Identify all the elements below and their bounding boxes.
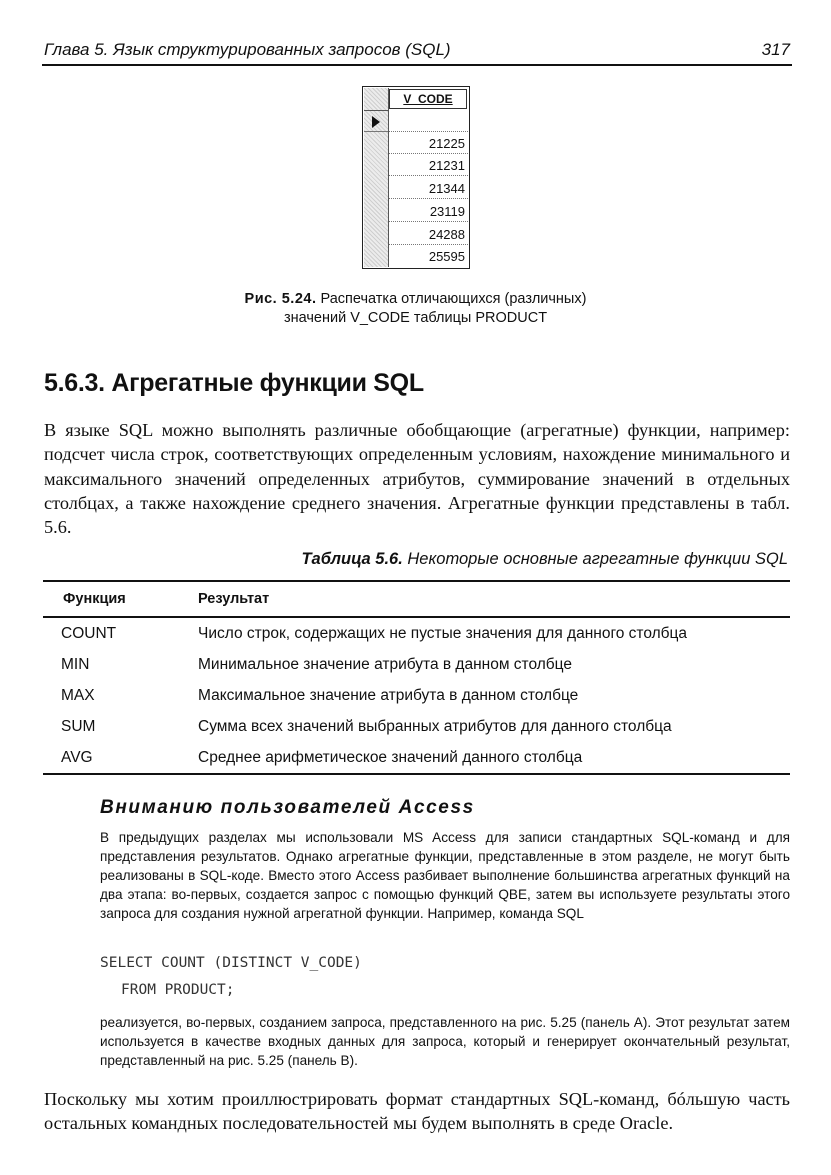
datasheet-row: 23119 — [389, 200, 468, 222]
closing-paragraph: Поскольку мы хотим проиллюстрировать формат стандартных SQL-команд, бóльшую часть остальных командных последовательностей мы будем выполнять в среде Oracle. — [44, 1089, 790, 1134]
table-header-function: Функция — [43, 581, 198, 617]
datasheet-row: 25595 — [428, 249, 465, 264]
datasheet-row: 21231 — [389, 154, 468, 176]
table-title-text: Некоторые основные агрегатные функции SQL — [407, 550, 788, 568]
table-cell-function: SUM — [61, 717, 96, 735]
table-cell-function: COUNT — [61, 624, 117, 642]
code-line: SELECT COUNT (DISTINCT V_CODE) — [100, 955, 362, 971]
section-heading: 5.6.3. Агрегатные функции SQL — [44, 369, 424, 397]
table-row — [43, 680, 790, 711]
aggregate-functions-table — [43, 580, 790, 775]
datasheet-corner — [364, 88, 388, 111]
table-cell-result: Среднее арифметическое значений данного столбца — [198, 742, 790, 774]
table-cell-function: MAX — [61, 686, 95, 704]
table-cell-result: Минимальное значение атрибута в данном столбце — [198, 655, 572, 673]
table-cell-result: Число строк, содержащих не пустые значения для данного столбца — [198, 624, 688, 642]
code-line: FROM PRODUCT; — [121, 982, 235, 998]
datasheet-figure — [362, 86, 470, 269]
table-row — [43, 649, 790, 680]
running-header-title: Глава 5. Язык структурированных запросов (SQL) — [44, 40, 451, 59]
note-body: В предыдущих разделах мы использовали MS Access для записи стандартных SQL-команд и для представления результатов. Однако агрегатные функции, представленные в этом разделе, не могут быть реализованы в SQL-коде. Вместо этого Access разбивает выполнение большинства агрегатных функций на два этапа: во-первых, создается запрос с помощью функций QBE, затем вы используете результаты этого запроса для создания нужной агрегатной функции. Например, команда SQL — [100, 830, 790, 922]
table-row — [43, 617, 790, 649]
table-label: Таблица 5.6. — [301, 550, 403, 568]
table-title — [301, 550, 788, 569]
figure-caption-label: Рис. 5.24. — [244, 291, 317, 307]
record-selector-current — [364, 110, 388, 132]
note-title: Вниманию пользователей Access — [100, 797, 475, 818]
current-record-arrow-icon — [372, 116, 380, 128]
figure-caption-line2: значений V_CODE таблицы PRODUCT — [283, 310, 548, 326]
table-header-result: Результат — [198, 581, 790, 617]
note-body-continued: реализуется, во-первых, созданием запроса, представленного на рис. 5.25 (панель А). Этот результат затем используется в качестве входных данных для запроса, который и генерирует окончательный результат, представленный на рис. 5.25 (панель В). — [100, 1015, 790, 1069]
datasheet-row-empty — [389, 110, 468, 132]
section-paragraph: В языке SQL можно выполнять различные обобщающие (агрегатные) функции, например: подсчет числа строк, соответствующих определенным условиям, нахождение минимального и максимального значений определенных атрибутов, суммирование значений в отдельных столбцах, а также нахождение среднего значения. Агрегатные функции представлены в табл. 5.6. — [44, 420, 790, 538]
column-header-v-code: V_CODE — [389, 89, 467, 109]
datasheet-row: 24288 — [389, 223, 468, 245]
datasheet-row: 21344 — [389, 177, 468, 199]
table-cell-result: Максимальное значение атрибута в данном столбце — [198, 686, 579, 704]
page-number: 317 — [761, 40, 790, 59]
table-header-row — [43, 581, 790, 617]
table-row — [43, 742, 790, 774]
table-cell-function: MIN — [61, 655, 90, 673]
table-row — [43, 711, 790, 742]
table-cell-result: Сумма всех значений выбранных атрибутов для данного столбца — [198, 717, 672, 735]
table-cell-function: AVG — [43, 742, 198, 774]
figure-caption — [100, 290, 731, 328]
figure-caption-line1: Распечатка отличающихся (различных) — [320, 291, 587, 307]
header-rule — [42, 64, 792, 66]
datasheet-row: 21225 — [389, 132, 468, 154]
